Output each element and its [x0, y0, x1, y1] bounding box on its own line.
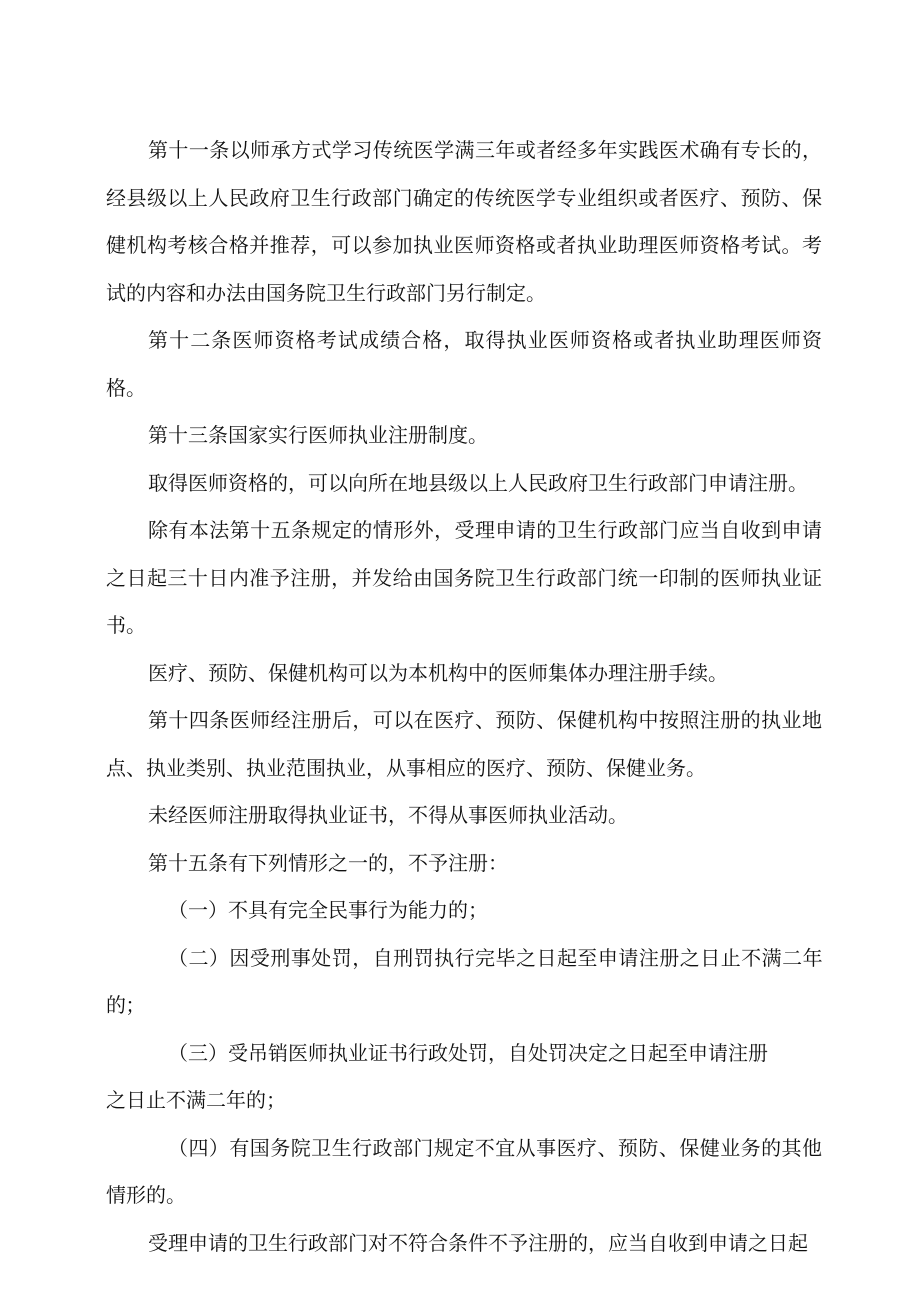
- paragraph-registration-application: 取得医师资格的，可以向所在地县级以上人民政府卫生行政部门申请注册。: [148, 470, 808, 495]
- paragraph-article-11: 第十一条以师承方式学习传统医学满三年或者经多年实践医术确有专长的，经县级以上人民政府卫生行政部门确定的传统医学专业组织或者医疗、预防、保健机构考核合格并推荐，可以参加执业医师资格或者执业助理医师资格考试。考试的内容和办法由国务院卫生行政部门另行制定。: [106, 138, 822, 305]
- paragraph-unregistered-practice: 未经医师注册取得执业证书，不得从事医师执业活动。: [148, 803, 628, 827]
- paragraph-article-12: 第十二条医师资格考试成绩合格，取得执业医师资格或者执业助理医师资格。: [106, 328, 822, 400]
- paragraph-article-14: 第十四条医师经注册后，可以在医疗、预防、保健机构中按照注册的执业地点、执业类别、执业范围执业，从事相应的医疗、预防、保健业务。: [106, 708, 822, 780]
- list-item-2: （二）因受刑事处罚，自刑罚执行完毕之日起至申请注册之日止不满二年的；: [106, 945, 822, 1017]
- paragraph-article-13: 第十三条国家实行医师执业注册制度。: [148, 423, 488, 447]
- list-item-3-continuation: 之日止不满二年的；: [106, 1088, 286, 1112]
- paragraph-collective-registration: 医疗、预防、保健机构可以为本机构中的医师集体办理注册手续。: [148, 660, 728, 685]
- list-item-4: （四）有国务院卫生行政部门规定不宜从事医疗、预防、保健业务的其他情形的。: [106, 1135, 822, 1207]
- list-item-3: （三）受吊销医师执业证书行政处罚，自处罚决定之日起至申请注册: [168, 1040, 768, 1065]
- document-body: [106, 127, 822, 1267]
- paragraph-article-15: 第十五条有下列情形之一的，不予注册：: [148, 850, 508, 875]
- paragraph-refusal-notice: 受理申请的卫生行政部门对不符合条件不予注册的，应当自收到申请之日起: [148, 1230, 808, 1255]
- list-item-1: （一）不具有完全民事行为能力的；: [168, 898, 488, 922]
- paragraph-registration-approval: 除有本法第十五条规定的情形外，受理申请的卫生行政部门应当自收到申请之日起三十日内准予注册，并发给由国务院卫生行政部门统一印制的医师执业证书。: [106, 518, 822, 637]
